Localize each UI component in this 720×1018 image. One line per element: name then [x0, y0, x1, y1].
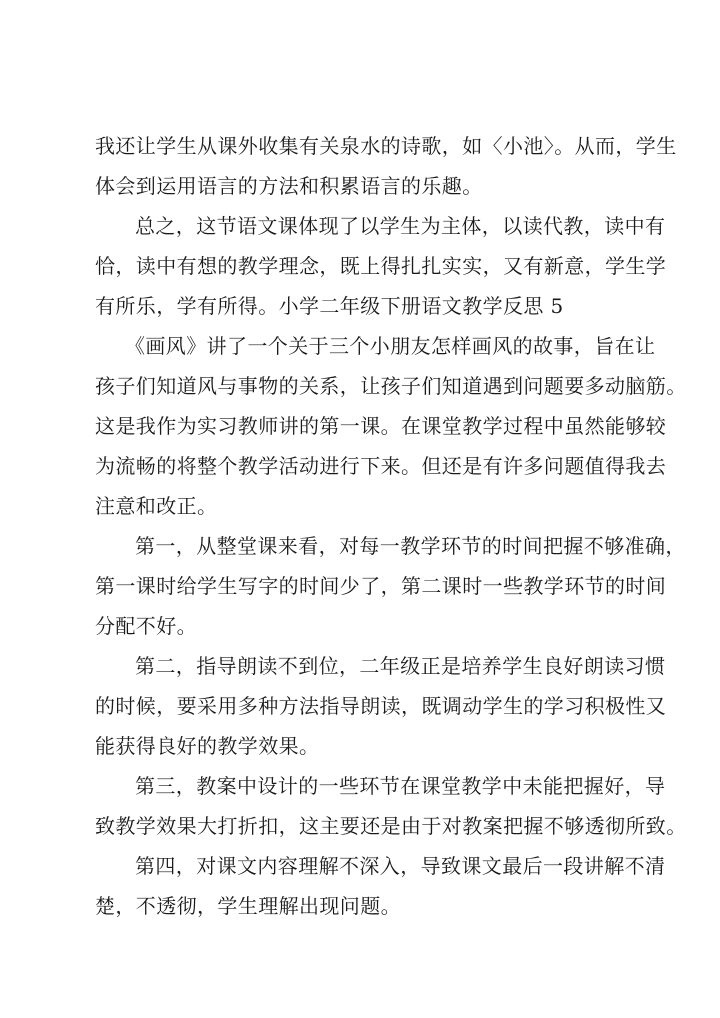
text-line: 注意和改正。: [95, 494, 218, 518]
text-line: 第二，指导朗读不到位，二年级正是培养学生良好朗读习惯: [135, 654, 666, 678]
text-line: 第一课时给学生写字的时间少了，第二课时一些教学环节的时间: [95, 574, 667, 598]
text-line: 这是我作为实习教师讲的第一课。在课堂教学过程中虽然能够较: [95, 414, 667, 438]
text-line: 能获得良好的教学效果。: [95, 734, 320, 758]
text-line: 第一，从整堂课来看，对每一教学环节的时间把握不够准确，: [135, 534, 686, 558]
text-line: 《画风》讲了一个关于三个小朋友怎样画风的故事，旨在让: [125, 334, 656, 358]
text-line: 楚，不透彻，学生理解出现问题。: [95, 894, 401, 918]
text-line: 第三，教案中设计的一些环节在课堂教学中未能把握好，导: [135, 774, 666, 798]
text-line: 的时候，要采用多种方法指导朗读，既调动学生的学习积极性又: [95, 694, 667, 718]
text-line: 总之，这节语文课体现了以学生为主体，以读代教，读中有: [135, 214, 666, 238]
text-line: 致教学效果大打折扣，这主要还是由于对教案把握不够透彻所致。: [95, 814, 687, 838]
text-line: 孩子们知道风与事物的关系，让孩子们知道遇到问题要多动脑筋。: [95, 374, 687, 398]
text-line: 我还让学生从课外收集有关泉水的诗歌，如〈小池〉。从而，学生: [95, 134, 677, 158]
text-line: 体会到运用语言的方法和积累语言的乐趣。: [95, 174, 483, 198]
text-line: 为流畅的将整个教学活动进行下来。但还是有许多问题值得我去: [95, 454, 667, 478]
text-line: 有所乐，学有所得。小学二年级下册语文教学反思 5: [95, 294, 564, 318]
text-line: 恰，读中有想的教学理念，既上得扎扎实实，又有新意，学生学: [95, 254, 667, 278]
text-line: 分配不好。: [95, 614, 197, 638]
text-line: 第四，对课文内容理解不深入，导致课文最后一段讲解不清: [135, 854, 666, 878]
